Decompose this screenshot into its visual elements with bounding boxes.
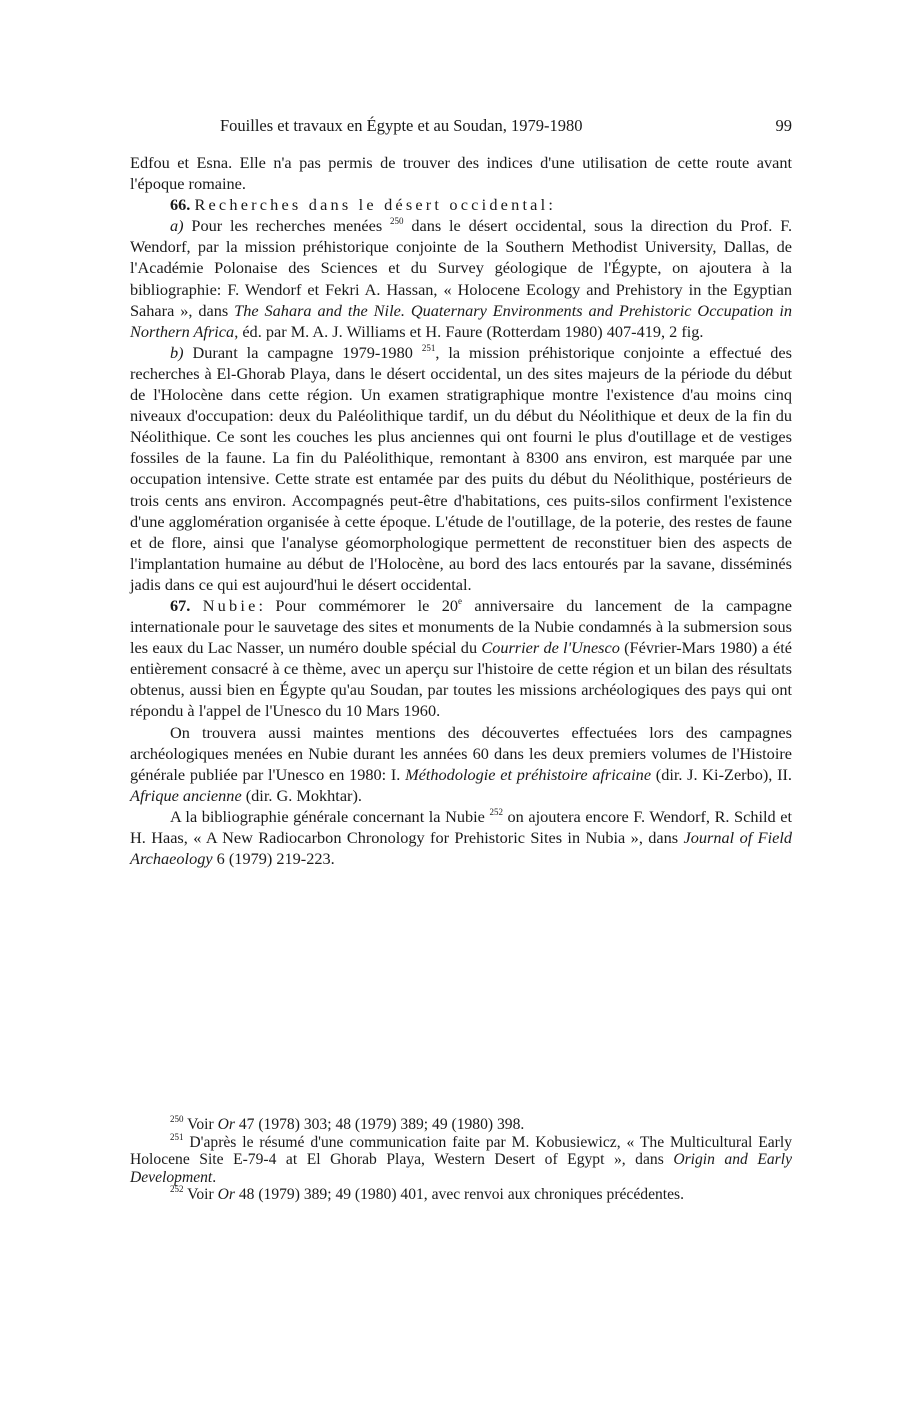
footnote-number: 251 xyxy=(170,1131,184,1142)
italic-title: Méthodologie et préhistoire africaine xyxy=(405,764,652,784)
footnote-number: 250 xyxy=(170,1114,184,1124)
italic-title: Journal of Field Archaeology xyxy=(130,828,793,869)
footnote-number: 252 xyxy=(170,1184,184,1195)
footnote-ref-252: 252 xyxy=(489,806,503,817)
italic-title: Afrique ancienne xyxy=(130,785,242,805)
paragraph-edfou: Edfou et Esna. Elle n'a pas permis de trouver des indices d'une utilisation de cette route avant l'époque romaine. xyxy=(130,153,792,194)
footnote-ref-251: 251 xyxy=(421,342,436,353)
paragraph-66a: a) Pour les recherches menées $^{250}$ dans le désert occidental, sous la direction du Prof. F. Wendorf, par la mission préhistorique conjointe de la Southern Methodist University, Dallas, de l'Académie Polonaise des Sciences et du Survey géologique de l'Égypte, on ajoutera à la bibliographie: F. Wendorf et Fekri A. Hassan, « Holocene Ecology and Prehistory in the Egyptian Sahara », dans The Sahara and the Nile. Quaternary Environments and Prehistoric Occupation in Northern Africa, éd. par M. A. J. Williams et H. Faure (Rotterdam 1980) 407-419, 2 fig. xyxy=(130,216,793,341)
section-title: Nubie xyxy=(202,595,259,615)
superscript: e xyxy=(458,595,463,606)
paragraph-67-histoire: On trouvera aussi maintes mentions des découvertes effectuées lors des campagnes archéologiques menées en Nubie durant les années 60 dans les deux premiers volumes de l'Histoire générale publiée par l'Unesco en 1980: I. Méthodologie et préhistoire africaine (dir. J. Ki-Zerbo), II. Afrique ancienne (dir. G. Mokhtar). xyxy=(130,722,792,805)
item-label: b) xyxy=(170,342,184,362)
main-text xyxy=(130,152,792,869)
footnote-250: $^{250}$ Voir Or 47 (1978) 303; 48 (1979) 389; 49 (1980) 398. xyxy=(170,1114,525,1133)
footnote-252: $^{252}$ Voir Or 48 (1979) 389; 49 (1980) 401, avec renvoi aux chroniques précédentes. xyxy=(170,1184,685,1204)
footnote-251: $^{251}$ D'après le résumé d'une communication faite par M. Kobusiewicz, « The Multicultural Early Holocene Site E-79-4 at El Ghorab Playa, Western Desert of Egypt », dans Origin and Early Development. xyxy=(130,1131,793,1186)
running-title: Fouilles et travaux en Égypte et au Soudan, 1979-1980 xyxy=(220,116,583,135)
section-title: Recherches dans le désert occidental xyxy=(194,195,549,215)
italic-title: Courrier de l'Unesco xyxy=(481,638,620,658)
section-number: 66. xyxy=(170,195,191,215)
item-label: a) xyxy=(170,216,184,236)
section-number: 67. xyxy=(170,595,191,615)
paragraph-67: 67. Nubie: Pour commémorer le 20e anniversaire du lancement de la campagne internationale pour le sauvetage des sites et monuments de la Nubie condamnés à la submersion sous les eaux du Lac Nasser, un numéro double spécial du Courrier de l'Unesco (Février-Mars 1980) a été entièrement consacré à ce thème, avec un aperçu sur l'histoire de cette région et un bilan des résultats obtenus, aussi bien en Égypte qu'au Soudan, par toutes les missions archéologiques des pays qui ont répondu à l'appel de l'Unesco du 10 Mars 1960. xyxy=(130,595,792,721)
italic-title: The Sahara and the Nile. Quaternary Environments and Prehistoric Occupation in Northern Africa xyxy=(130,300,792,341)
footnotes xyxy=(130,1116,792,1204)
running-header xyxy=(130,116,792,138)
page-number: 99 xyxy=(775,116,792,135)
paragraph-66b: b) Durant la campagne 1979-1980 $^{251}$, la mission préhistorique conjointe a effectué des recherches à El-Ghorab Playa, dans le désert occidental, un des sites majeurs de la période du début de l'Holocène dans cette région. Un examen stratigraphique montre l'existence d'au moins cinq niveaux d'occupation: deux du Paléolithique tardif, un du début du Néolithique et deux de la fin du Néolithique. Ce sont les couches les plus anciennes qui ont fourni le plus d'outillage et de vestiges fossiles de la faune. La fin du Paléolithique, remontant à 8300 ans environ, est marquée par une occupation intensive. Cette strate est entamée par des puits du début du Néolithique, postérieurs de trois cents ans environ. Accompagnés peut-être d'habitations, ces puits-silos confirment l'existence d'une agglomération organisée à cette époque. L'étude de l'outillage, de la poterie, des restes de faune et de flore, ainsi que l'analyse géomorphologique permettent de reconstituer bien des aspects de l'implantation humaine au début de l'Holocène, au bord des lacs entourés par la savane, disséminés jadis dans ce qui est aujourd'hui le désert occidental. xyxy=(130,342,792,594)
section-66-heading: 66. Recherches dans le désert occidental: xyxy=(170,195,553,215)
paragraph-67-bibliographie: A la bibliographie générale concernant la Nubie $^{252}$ on ajoutera encore F. Wendorf, R. Schild et H. Haas, « A New Radiocarbon Chronology for Prehistoric Sites in Nubia », dans Journal of Field Archaeology 6 (1979) 219-223. xyxy=(130,806,793,869)
footnote-ref-250: 250 xyxy=(390,216,404,227)
